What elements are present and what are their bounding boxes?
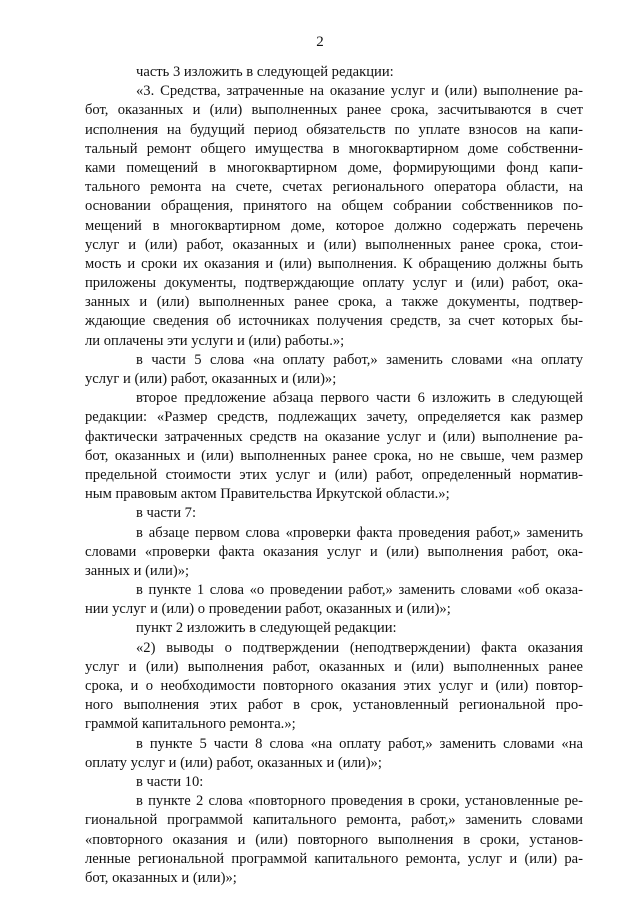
text-line: в части 10: bbox=[136, 773, 204, 790]
text-line: в части 5 слова «на оплату работ,» заменить словами «на оплату bbox=[136, 351, 583, 368]
text-line: основании обращения, принятого на общем собрании собственников по- bbox=[85, 198, 583, 215]
text-line: граммой капитального ремонта.»; bbox=[85, 716, 296, 733]
text-line: словами «проверки факта оказания услуг и (или) выполнения работ, ока- bbox=[85, 543, 583, 560]
text-line: бот, оказанных и (или)»; bbox=[85, 869, 237, 886]
page-number: 2 bbox=[316, 34, 324, 50]
text-line: «2) выводы о подтверждении (неподтверждении) факта оказания bbox=[136, 639, 583, 656]
text-line: в пункте 1 слова «о проведении работ,» заменить словами «об оказа- bbox=[136, 582, 583, 599]
text-line: ным правовым актом Правительства Иркутской области.»; bbox=[85, 486, 450, 503]
text-line: предельной стоимости этих услуг и (или) работ, определенный норматив- bbox=[85, 466, 583, 483]
text-line: в части 7: bbox=[136, 505, 197, 522]
text-line: часть 3 изложить в следующей редакции: bbox=[136, 64, 394, 80]
text-line: мещений в многоквартирном доме, которое должно содержать перечень bbox=[85, 217, 583, 234]
text-line: приложены документы, подтверждающие оплату услуг и (или) работ, ока- bbox=[85, 275, 583, 292]
text-line: ждающие сведения об источниках получения средств, за счет которых бы- bbox=[85, 313, 583, 330]
text-line: в абзаце первом слова «проверки факта проведения работ,» заменить bbox=[136, 524, 583, 541]
text-line: бот, оказанных и (или) выполненных ранее срока, но не свыше, чем размер bbox=[85, 447, 583, 464]
text-line: редакции: «Размер средств, подлежащих зачету, определяется как размер bbox=[85, 409, 583, 426]
text-line: тального ремонта на счете, счетах регионального оператора области, на bbox=[85, 179, 583, 196]
text-line: оплату услуг и (или) работ, оказанных и (или)»; bbox=[85, 754, 382, 771]
text-line: занных и (или)»; bbox=[85, 562, 190, 579]
text-line: гиональной программой капитального ремонта, работ,» заменить словами bbox=[85, 812, 583, 829]
text-line: в пункте 5 части 8 слова «на оплату работ,» заменить словами «на bbox=[136, 735, 583, 752]
text-line: мость и сроки их оказания и (или) выполнения. К обращению должны быть bbox=[85, 255, 583, 272]
text-line: нии услуг и (или) о проведении работ, оказанных и (или)»; bbox=[85, 601, 451, 618]
text-line: срока, и о необходимости повторного оказания этих услуг и (или) повтор- bbox=[85, 678, 583, 694]
text-line: «3. Средства, затраченные на оказание услуг и (или) выполнение ра- bbox=[136, 83, 583, 100]
text-line: ли оплачены эти услуги и (или) работы.»; bbox=[85, 332, 345, 349]
text-line: услуг и (или) работ, оказанных и (или)»; bbox=[85, 371, 337, 387]
text-line: услуг и (или) работ, оказанных и (или) выполненных ранее срока, стои- bbox=[85, 236, 583, 253]
text-line: исполнения на будущий период обязательств по уплате взносов на капи- bbox=[85, 121, 583, 138]
document-body bbox=[85, 63, 583, 888]
text-line: в пункте 2 слова «повторного проведения в сроки, установленные ре- bbox=[136, 793, 583, 810]
text-line: ками помещений в многоквартирном доме, формирующими фонд капи- bbox=[85, 159, 583, 176]
text-line: пункт 2 изложить в следующей редакции: bbox=[136, 620, 397, 637]
text-line: ного выполнения этих работ в срок, установленный региональной про- bbox=[85, 697, 583, 714]
text-line: фактически затраченных средств на оказание услуг и (или) выполнение ра- bbox=[85, 428, 583, 445]
text-line: занных и (или) выполненных ранее срока, а также документы, подтвер- bbox=[85, 294, 583, 311]
text-line: второе предложение абзаца первого части 6 изложить в следующей bbox=[136, 390, 583, 407]
text-line: бот, оказанных и (или) выполненных ранее срока, засчитываются в счет bbox=[85, 102, 583, 119]
text-line: услуг и (или) выполнения работ, оказанных и (или) выполненных ранее bbox=[85, 658, 583, 675]
text-line: ленные региональной программой капитального ремонта, услуг и (или) ра- bbox=[85, 850, 583, 867]
text-line: тальный ремонт общего имущества в многоквартирном доме собственни- bbox=[85, 140, 583, 157]
text-line: «повторного оказания и (или) повторного выполнения в сроки, установ- bbox=[85, 831, 583, 848]
